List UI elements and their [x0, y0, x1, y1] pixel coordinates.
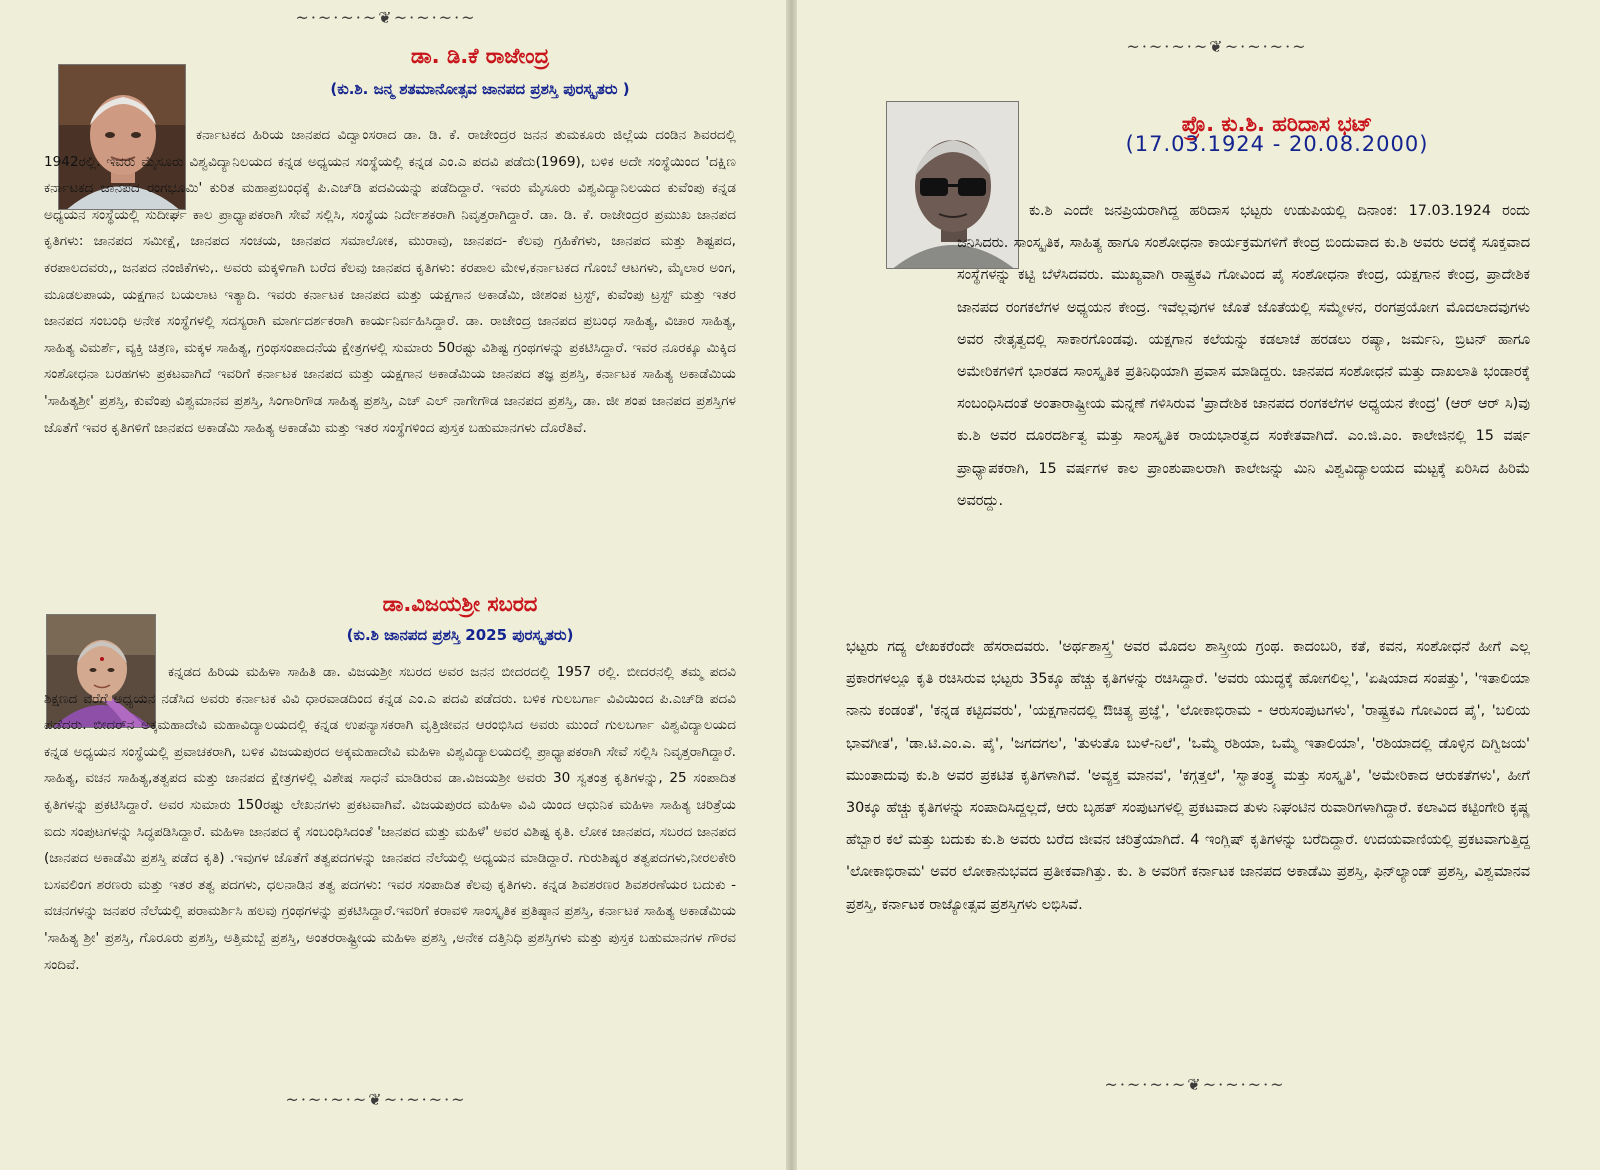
profile-name: ಪ್ರೊ. ಕು.ಶಿ. ಹರಿದಾಸ ಭಟ್	[1181, 112, 1373, 136]
profile2-bio: ಕನ್ನಡದ ಹಿರಿಯ ಮಹಿಳಾ ಸಾಹಿತಿ ಡಾ. ವಿಜಯಶ್ರೀ ಸಬರದ ಅವರ ಜನನ ಬೀದರದಲ್ಲಿ 1957 ರಲ್ಲಿ. ಬೀದರನಲ್ಲಿ ತಮ್ಮ ಪದವಿ ಶಿಕ್ಷಣದ ವರೆಗೆ ಅಧ್ಯಯನ ನಡೆಸಿದ ಅವರು ಕರ್ನಾಟಕ ವಿವಿ ಧಾರವಾಡದಿಂದ ಕನ್ನಡ ಎಂ.ಎ ಪದವಿ ಪಡೆದರು. ಬಳಿಕ ಗುಲಬರ್ಗಾ ವಿವಿಯಿಂದ ಪಿ.ಎಚ್‌ಡಿ ಪದವಿ ಪಡೆದರು. ಬೀದರ್‌ನ ಅಕ್ಕಮಹಾದೇವಿ ಮಹಾವಿದ್ಯಾಲಯದಲ್ಲಿ ಕನ್ನಡ ಉಪನ್ಯಾಸಕರಾಗಿ ವೃತ್ತಿಜೀವನ ಆರಂಭಿಸಿದ ಅವರು ಮುಂದೆ ಗುಲಬರ್ಗಾ ವಿಶ್ವವಿದ್ಯಾಲಯದ ಕನ್ನಡ ಅಧ್ಯಯನ ಸಂಸ್ಥೆಯಲ್ಲಿ ಪ್ರವಾಚಕರಾಗಿ, ಬಳಿಕ ವಿಜಯಪುರದ ಅಕ್ಕಮಹಾದೇವಿ ಮಹಿಳಾ ವಿಶ್ವವಿದ್ಯಾಲಯದಲ್ಲಿ ಪ್ರಾಧ್ಯಾಪಕರಾಗಿ ಸೇವೆ ಸಲ್ಲಿಸಿ ನಿವೃತ್ತರಾಗಿದ್ದಾರೆ. ಸಾಹಿತ್ಯ, ವಚನ ಸಾಹಿತ್ಯ,ತತ್ವಪದ ಮತ್ತು ಜಾನಪದ ಕ್ಷೇತ್ರಗಳಲ್ಲಿ ವಿಶೇಷ ಸಾಧನೆ ಮಾಡಿರುವ ಡಾ.ವಿಜಯಶ್ರೀ ಅವರು 30 ಸ್ವತಂತ್ರ ಕೃತಿಗಳನ್ನು, 25 ಸಂಪಾದಿತ ಕೃತಿಗಳನ್ನು ಪ್ರಕಟಿಸಿದ್ದಾರೆ. ಅವರ ಸುಮಾರು 150ರಷ್ಟು ಲೇಖನಗಳು ಪ್ರಕಟವಾಗಿವೆ. ವಿಜಯಪುರದ ಮಹಿಳಾ ವಿವಿ ಯಿಂದ ಆಧುನಿಕ ಮಹಿಳಾ ಸಾಹಿತ್ಯ ಚರಿತ್ರೆಯ ಐದು ಸಂಪುಟಗಳನ್ನು ಸಿದ್ಧಪಡಿಸಿದ್ದಾರೆ. ಮಹಿಳಾ ಜಾನಪದ ಕ್ಕೆ ಸಂಬಂಧಿಸಿದಂತೆ 'ಜಾನಪದ ಮತ್ತು ಮಹಿಳೆ' ಅವರ ವಿಶಿಷ್ಟ ಕೃತಿ. ಲೋಕ ಜಾನಪದ, ಸಬರದ ಜಾನಪದ (ಜಾನಪದ ಅಕಾಡೆಮಿ ಪ್ರಶಸ್ತಿ ಪಡೆದ ಕೃತಿ) .ಇವುಗಳ ಜೊತೆಗೆ ತತ್ವಪದಗಳನ್ನು ಜಾನಪದ ನೆಲೆಯಲ್ಲಿ ಅಧ್ಯಯನ ಮಾಡಿದ್ದಾರೆ. ಗುರುಶಿಷ್ಯರ ತತ್ವಪದಗಳು,ನೀರಲಕೇರಿ ಬಸವಲಿಂಗ ಶರಣರು ಮತ್ತು ಇತರ ತತ್ವ ಪದಗಳು, ಧಲನಾಡಿನ ತತ್ವ ಪದಗಳು: ಇವರ ಸಂಪಾದಿತ ಕೆಲವು ಕೃತಿಗಳು. ಕನ್ನಡ ಶಿವಶರಣರ ಶಿವಶರಣೆಯರ ಬದುಕು - ವಚನಗಳನ್ನು ಜನಪರ ನೆಲೆಯಲ್ಲಿ ಪರಾಮರ್ಶಿಸಿ ಹಲವು ಗ್ರಂಥಗಳನ್ನು ಪ್ರಕಟಿಸಿದ್ದಾರೆ.ಇವರಿಗೆ ಕರಾವಳಿ ಸಾಂಸ್ಕೃತಿಕ ಪ್ರತಿಷ್ಠಾನ ಪ್ರಶಸ್ತಿ, ಕರ್ನಾಟಕ ಸಾಹಿತ್ಯ ಅಕಾಡೆಮಿಯ 'ಸಾಹಿತ್ಯ ಶ್ರೀ' ಪ್ರಶಸ್ತಿ, ಗೊರೂರು ಪ್ರಶಸ್ತಿ, ಅತ್ತಿಮಬ್ಬೆ ಪ್ರಶಸ್ತಿ, ಅಂತರರಾಷ್ಟ್ರೀಯ ಮಹಿಳಾ ಪ್ರಶಸ್ತಿ ,ಅನೇಕ ದತ್ತಿನಿಧಿ ಪ್ರಶಸ್ತಿಗಳು ಮತ್ತು ಪುಸ್ತಕ ಬಹುಮಾನಗಳ ಗೌರವ ಸಂದಿವೆ.	[44, 664, 736, 973]
profile1-bio: ಕರ್ನಾಟಕದ ಹಿರಿಯ ಜಾನಪದ ವಿದ್ವಾಂಸರಾದ ಡಾ. ಡಿ. ಕೆ. ರಾಜೇಂದ್ರರ ಜನನ ತುಮಕೂರು ಜಿಲ್ಲೆಯ ದಂಡಿನ ಶಿವರದಲ್ಲಿ 1942ರಲ್ಲಿ. ಇವರು ಮೈಸೂರು ವಿಶ್ವವಿದ್ಯಾನಿಲಯದ ಕನ್ನಡ ಅಧ್ಯಯನ ಸಂಸ್ಥೆಯಲ್ಲಿ ಕನ್ನಡ ಎಂ.ಎ ಪದವಿ ಪಡೆದು(1969), ಬಳಿಕ ಅದೇ ಸಂಸ್ಥೆಯಿಂದ 'ದಕ್ಷಿಣ ಕರ್ನಾಟಕದ ಜಾನಪದ ರಂಗಭೂಮಿ' ಕುರಿತ ಮಹಾಪ್ರಬಂಧಕ್ಕೆ ಪಿ.ಎಚ್‌ಡಿ ಪದವಿಯನ್ನು ಪಡೆದಿದ್ದಾರೆ. ಇವರು ಮೈಸೂರು ವಿಶ್ವವಿದ್ಯಾನಿಲಯದ ಕುವೆಂಪು ಕನ್ನಡ ಅಧ್ಯಯನ ಸಂಸ್ಥೆಯಲ್ಲಿ ಸುದೀರ್ಘ ಕಾಲ ಪ್ರಾಧ್ಯಾಪಕರಾಗಿ ಸೇವೆ ಸಲ್ಲಿಸಿ, ಸಂಸ್ಥೆಯ ನಿರ್ದೇಶಕರಾಗಿ ನಿವೃತ್ತರಾಗಿದ್ದಾರೆ. ಡಾ. ಡಿ. ಕೆ. ರಾಜೇಂದ್ರರ ಪ್ರಮುಖ ಜಾನಪದ ಕೃತಿಗಳು: ಜಾನಪದ ಸಮೀಕ್ಷೆ, ಜಾನಪದ ಸಂಚಯ, ಜಾನಪದ ಸಮಾಲೋಕ, ಮುರಾವು, ಜಾನಪದ- ಕೆಲವು ಗ್ರಹಿಕೆಗಳು, ಜಾನಪದ ಮತ್ತು ಶಿಷ್ಟಪದ, ಕರಪಾಲದವರು,, ಜನಪದ ನಂಜಿಕೆಗಳು,. ಅವರು ಮಕ್ಕಳಿಗಾಗಿ ಬರೆದ ಕೆಲವು ಜಾನಪದ ಕೃತಿಗಳು: ಕರಪಾಲ ಮೇಳ,ಕರ್ನಾಟಕದ ಗೊಂಬೆ ಆಟಗಳು, ಮೈಲಾರ ಅಂಗ, ಮೂಡಲಪಾಯ, ಯಕ್ಷಗಾನ ಬಯಲಾಟ ಇತ್ಯಾದಿ. ಇವರು ಕರ್ನಾಟಕ ಜಾನಪದ ಮತ್ತು ಯಕ್ಷಗಾನ ಅಕಾಡೆಮಿ, ಜೀಶಂಪ ಟ್ರಸ್ಟ್, ಕುವೆಂಪು ಟ್ರಸ್ಟ್ ಮತ್ತು ಇತರ ಜಾನಪದ ಸಂಬಂಧಿ ಅನೇಕ ಸಂಸ್ಥೆಗಳಲ್ಲಿ ಸದಸ್ಯರಾಗಿ ಮಾರ್ಗದರ್ಶಕರಾಗಿ ಕಾರ್ಯನಿರ್ವಹಿಸಿದ್ದಾರೆ. ಡಾ. ರಾಜೇಂದ್ರ ಜಾನಪದ ಪ್ರಬಂಧ ಸಾಹಿತ್ಯ, ವಿಚಾರ ಸಾಹಿತ್ಯ, ಸಾಹಿತ್ಯ ವಿಮರ್ಶೆ, ವ್ಯಕ್ತಿ ಚಿತ್ರಣ, ಮಕ್ಕಳ ಸಾಹಿತ್ಯ, ಗ್ರಂಥಸಂಪಾದನೆಯ ಕ್ಷೇತ್ರಗಳಲ್ಲಿ ಸುಮಾರು 50ರಷ್ಟು ವಿಶಿಷ್ಟ ಗ್ರಂಥಗಳನ್ನು ಪ್ರಕಟಿಸಿದ್ದಾರೆ. ಇವರ ನೂರಕ್ಕೂ ಮಿಕ್ಕಿದ ಸಂಶೋಧನಾ ಬರಹಗಳು ಪ್ರಕಟವಾಗಿದೆ ಇವರಿಗೆ ಕರ್ನಾಟಕ ಜಾನಪದ ಮತ್ತು ಯಕ್ಷಗಾನ ಅಕಾಡೆಮಿಯ ಜಾನಪದ ತಜ್ಞ ಪ್ರಶಸ್ತಿ, ಕರ್ನಾಟಕ ಸಾಹಿತ್ಯ ಅಕಾಡೆಮಿಯ 'ಸಾಹಿತ್ಯಶ್ರೀ' ಪ್ರಶಸ್ತಿ, ಕುವೆಂಪು ವಿಶ್ವಮಾನವ ಪ್ರಶಸ್ತಿ, ಸಿಂಗಾರಿಗೌಡ ಸಾಹಿತ್ಯ ಪ್ರಶಸ್ತಿ, ಎಚ್ ಎಲ್ ನಾಗೇಗೌಡ ಜಾನಪದ ಪ್ರಶಸ್ತಿ, ಡಾ. ಜೀ ಶಂಪ ಜಾನಪದ ಪ್ರಶಸ್ತಿಗಳ ಜೊತೆಗೆ ಇವರ ಕೃತಿಗಳಿಗೆ ಜಾನಪದ ಅಕಾಡೆಮಿ ಸಾಹಿತ್ಯ ಅಕಾಡೆಮಿ ಮತ್ತು ಇತರ ಸಂಸ್ಥೆಗಳಿಂದ ಪುಸ್ತಕ ಬಹುಮಾನಗಳು ದೊರೆತಿವೆ.	[44, 127, 736, 436]
profile1-name: ಡಾ. ಡಿ.ಕೆ ರಾಜೇಂದ್ರ	[410, 44, 550, 68]
page-gutter	[786, 0, 797, 1170]
profile-bio-2: ಭಟ್ಟರು ಗದ್ಯ ಲೇಖಕರೆಂದೇ ಹೆಸರಾದವರು. 'ಅರ್ಥಶಾಸ್ತ್ರ' ಅವರ ಮೊದಲ ಶಾಸ್ತ್ರೀಯ ಗ್ರಂಥ. ಕಾದಂಬರಿ, ಕತೆ, ಕವನ, ಸಂಶೋಧನೆ ಹೀಗೆ ಎಲ್ಲ ಪ್ರಕಾರಗಳಲ್ಲೂ ಕೃತಿ ರಚಿಸಿರುವ ಭಟ್ಟರು 35ಕ್ಕೂ ಹೆಚ್ಚು ಕೃತಿಗಳನ್ನು ರಚಿಸಿದ್ದಾರೆ. 'ಅವರು ಯುದ್ಧಕ್ಕೆ ಹೋಗಲಿಲ್ಲ', 'ಏಷಿಯಾದ ಸಂಪತ್ತು', 'ಇತಾಲಿಯಾ ನಾನು ಕಂಡಂತೆ', 'ಕನ್ನಡ ಕಟ್ಟಿದವರು', 'ಯಕ್ಷಗಾನದಲ್ಲಿ ಔಚಿತ್ಯ ಪ್ರಜ್ಞೆ', 'ಲೋಕಾಭಿರಾಮ - ಆರುಸಂಪುಟಗಳು', 'ರಾಷ್ಟ್ರಕವಿ ಗೋವಿಂದ ಪೈ', 'ಬಲಿಯ ಭಾವಗೀತ', 'ಡಾ.ಟಿ.ಎಂ.ಎ. ಪೈ', 'ಜಗದಗಲ', 'ತುಳುತೊ ಬುಳೆ-ನಿಲೆ', 'ಒಮ್ಮೆ ರಶಿಯಾ, ಒಮ್ಮೆ ಇತಾಲಿಯಾ', 'ರಶಿಯಾದಲ್ಲಿ ಡೊಳ್ಳಿನ ದಿಗ್ವಿಜಯ' ಮುಂತಾದುವು ಕು.ಶಿ ಅವರ ಪ್ರಕಟಿತ ಕೃತಿಗಳಾಗಿವೆ. 'ಅವ್ಯಕ್ತ ಮಾನವ', 'ಕಗ್ಗತ್ತಲೆ', 'ಸ್ವಾತಂತ್ರ್ಯ ಮತ್ತು ಸಂಸ್ಕೃತಿ', 'ಅಮೇರಿಕಾದ ಆರುಕತೆಗಳು', ಹೀಗೆ 30ಕ್ಕೂ ಹೆಚ್ಚು ಕೃತಿಗಳನ್ನು ಸಂಪಾದಿಸಿದ್ದಲ್ಲದೆ, ಆರು ಬೃಹತ್ ಸಂಪುಟಗಳಲ್ಲಿ ಪ್ರಕಟವಾದ ತುಳು ನಿಘಂಟಿನ ರುವಾರಿಗಳಾಗಿದ್ದಾರೆ. ಕಲಾವಿದ ಕಟ್ಟಿಂಗೇರಿ ಕೃಷ್ಣ ಹೆಬ್ಬಾರ ಕಲೆ ಮತ್ತು ಬದುಕು ಕು.ಶಿ ಅವರು ಬರೆದ ಜೀವನ ಚರಿತ್ರೆಯಾಗಿದೆ. 4 ಇಂಗ್ಲಿಷ್ ಕೃತಿಗಳನ್ನು ಬರೆದಿದ್ದಾರೆ. ಉದಯವಾಣಿಯಲ್ಲಿ ಪ್ರಕಟವಾಗುತ್ತಿದ್ದ 'ಲೋಕಾಭಿರಾಮ' ಅವರ ಲೋಕಾನುಭವದ ಪ್ರತೀಕವಾಗಿತ್ತು. ಕು. ಶಿ ಅವರಿಗೆ ಕರ್ನಾಟಕ ಜಾನಪದ ಅಕಾಡೆಮಿ ಪ್ರಶಸ್ತಿ, ಫಿನ್‌ಲ್ಯಾಂಡ್ ಪ್ರಶಸ್ತಿ, ವಿಶ್ವಮಾನವ ಪ್ರಶಸ್ತಿ, ಕರ್ನಾಟಕ ರಾಜ್ಯೋತ್ಸವ ಪ್ರಶಸ್ತಿಗಳು ಲಭಿಸಿವೆ.	[846, 639, 1530, 913]
profile1-award: (ಕು.ಶಿ. ಜನ್ಮ ಶತಮಾನೋತ್ಸವ ಜಾನಪದ ಪ್ರಶಸ್ತಿ ಪುರಸ್ಕೃತರು )	[330, 80, 630, 98]
left-page	[0, 0, 786, 1170]
bottom-ornament: ~·~·~·~❦~·~·~·~	[1104, 1075, 1286, 1094]
profile2-name: ಡಾ.ವಿಜಯಶ್ರೀ ಸಬರದ	[382, 592, 538, 616]
profile2-award: (ಕು.ಶಿ ಜಾನಪದ ಪ್ರಶಸ್ತಿ 2025 ಪುರಸ್ಕೃತರು)	[346, 626, 574, 644]
top-ornament: ~·~·~·~❦~·~·~·~	[1126, 37, 1308, 56]
profile-bio-1: ಕು.ಶಿ ಎಂದೇ ಜನಪ್ರಿಯರಾಗಿದ್ದ ಹರಿದಾಸ ಭಟ್ಟರು ಉಡುಪಿಯಲ್ಲಿ ದಿನಾಂಕ: 17.03.1924 ರಂದು ಜನಿಸಿದರು. ಸಾಂಸ್ಕೃತಿಕ, ಸಾಹಿತ್ಯ ಹಾಗೂ ಸಂಶೋಧನಾ ಕಾರ್ಯಕ್ರಮಗಳಿಗೆ ಕೇಂದ್ರ ಬಿಂದುವಾದ ಕು.ಶಿ ಅವರು ಅದಕ್ಕೆ ಸೂಕ್ತವಾದ ಸಂಸ್ಥೆಗಳನ್ನು ಕಟ್ಟಿ ಬೆಳೆಸಿದವರು. ಮುಖ್ಯವಾಗಿ ರಾಷ್ಟ್ರಕವಿ ಗೋವಿಂದ ಪೈ ಸಂಶೋಧನಾ ಕೇಂದ್ರ, ಯಕ್ಷಗಾನ ಕೇಂದ್ರ, ಪ್ರಾದೇಶಿಕ ಜಾನಪದ ರಂಗಕಲೆಗಳ ಅಧ್ಯಯನ ಕೇಂದ್ರ. ಇವೆಲ್ಲವುಗಳ ಜೊತೆ ಜೊತೆಯಲ್ಲಿ ಸಮ್ಮೇಳನ, ರಂಗಪ್ರಯೋಗ ಮೊದಲಾದವುಗಳು ಅವರ ನೇತೃತ್ವದಲ್ಲಿ ಸಾಕಾರಗೊಂಡವು. ಯಕ್ಷಗಾನ ಕಲೆಯನ್ನು ಕಡಲಾಚೆ ಹರಡಲು ರಷ್ಯಾ, ಜರ್ಮನಿ, ಬ್ರಿಟನ್ ಹಾಗೂ ಅಮೇರಿಕಗಳಿಗೆ ಭಾರತದ ಸಾಂಸ್ಕೃತಿಕ ಪ್ರತಿನಿಧಿಯಾಗಿ ಪ್ರವಾಸ ಮಾಡಿದ್ದರು. ಜಾನಪದ ಸಂಶೋಧನೆ ಮತ್ತು ದಾಖಲಾತಿ ಭಂಡಾರಕ್ಕೆ ಸಂಬಂಧಿಸಿದಂತೆ ಅಂತಾರಾಷ್ಟ್ರೀಯ ಮನ್ನಣೆ ಗಳಿಸಿರುವ 'ಪ್ರಾದೇಶಿಕ ಜಾನಪದ ರಂಗಕಲೆಗಳ ಅಧ್ಯಯನ ಕೇಂದ್ರ' (ಆರ್ ಆರ್ ಸಿ)ವು ಕು.ಶಿ ಅವರ ದೂರದರ್ಶಿತ್ವ ಮತ್ತು ಸಾಂಸ್ಕೃತಿಕ ರಾಯಭಾರತ್ವದ ಸಂಕೇತವಾಗಿದೆ. ಎಂ.ಜಿ.ಎಂ. ಕಾಲೇಜಿನಲ್ಲಿ 15 ವರ್ಷ ಪ್ರಾಧ್ಯಾಪಕರಾಗಿ, 15 ವರ್ಷಗಳ ಕಾಲ ಪ್ರಾಂಶುಪಾಲರಾಗಿ ಕಾಲೇಜನ್ನು ಮಿನಿ ವಿಶ್ವವಿದ್ಯಾಲಯದ ಮಟ್ಟಕ್ಕೆ ಏರಿಸಿದ ಹಿರಿಮೆ ಅವರದ್ದು.	[957, 203, 1530, 509]
profile-dates: (17.03.1924 - 20.08.2000)	[1125, 132, 1429, 156]
right-page	[797, 0, 1600, 1170]
bottom-ornament: ~·~·~·~❦~·~·~·~	[285, 1090, 467, 1109]
top-ornament: ~·~·~·~❦~·~·~·~	[295, 8, 477, 27]
